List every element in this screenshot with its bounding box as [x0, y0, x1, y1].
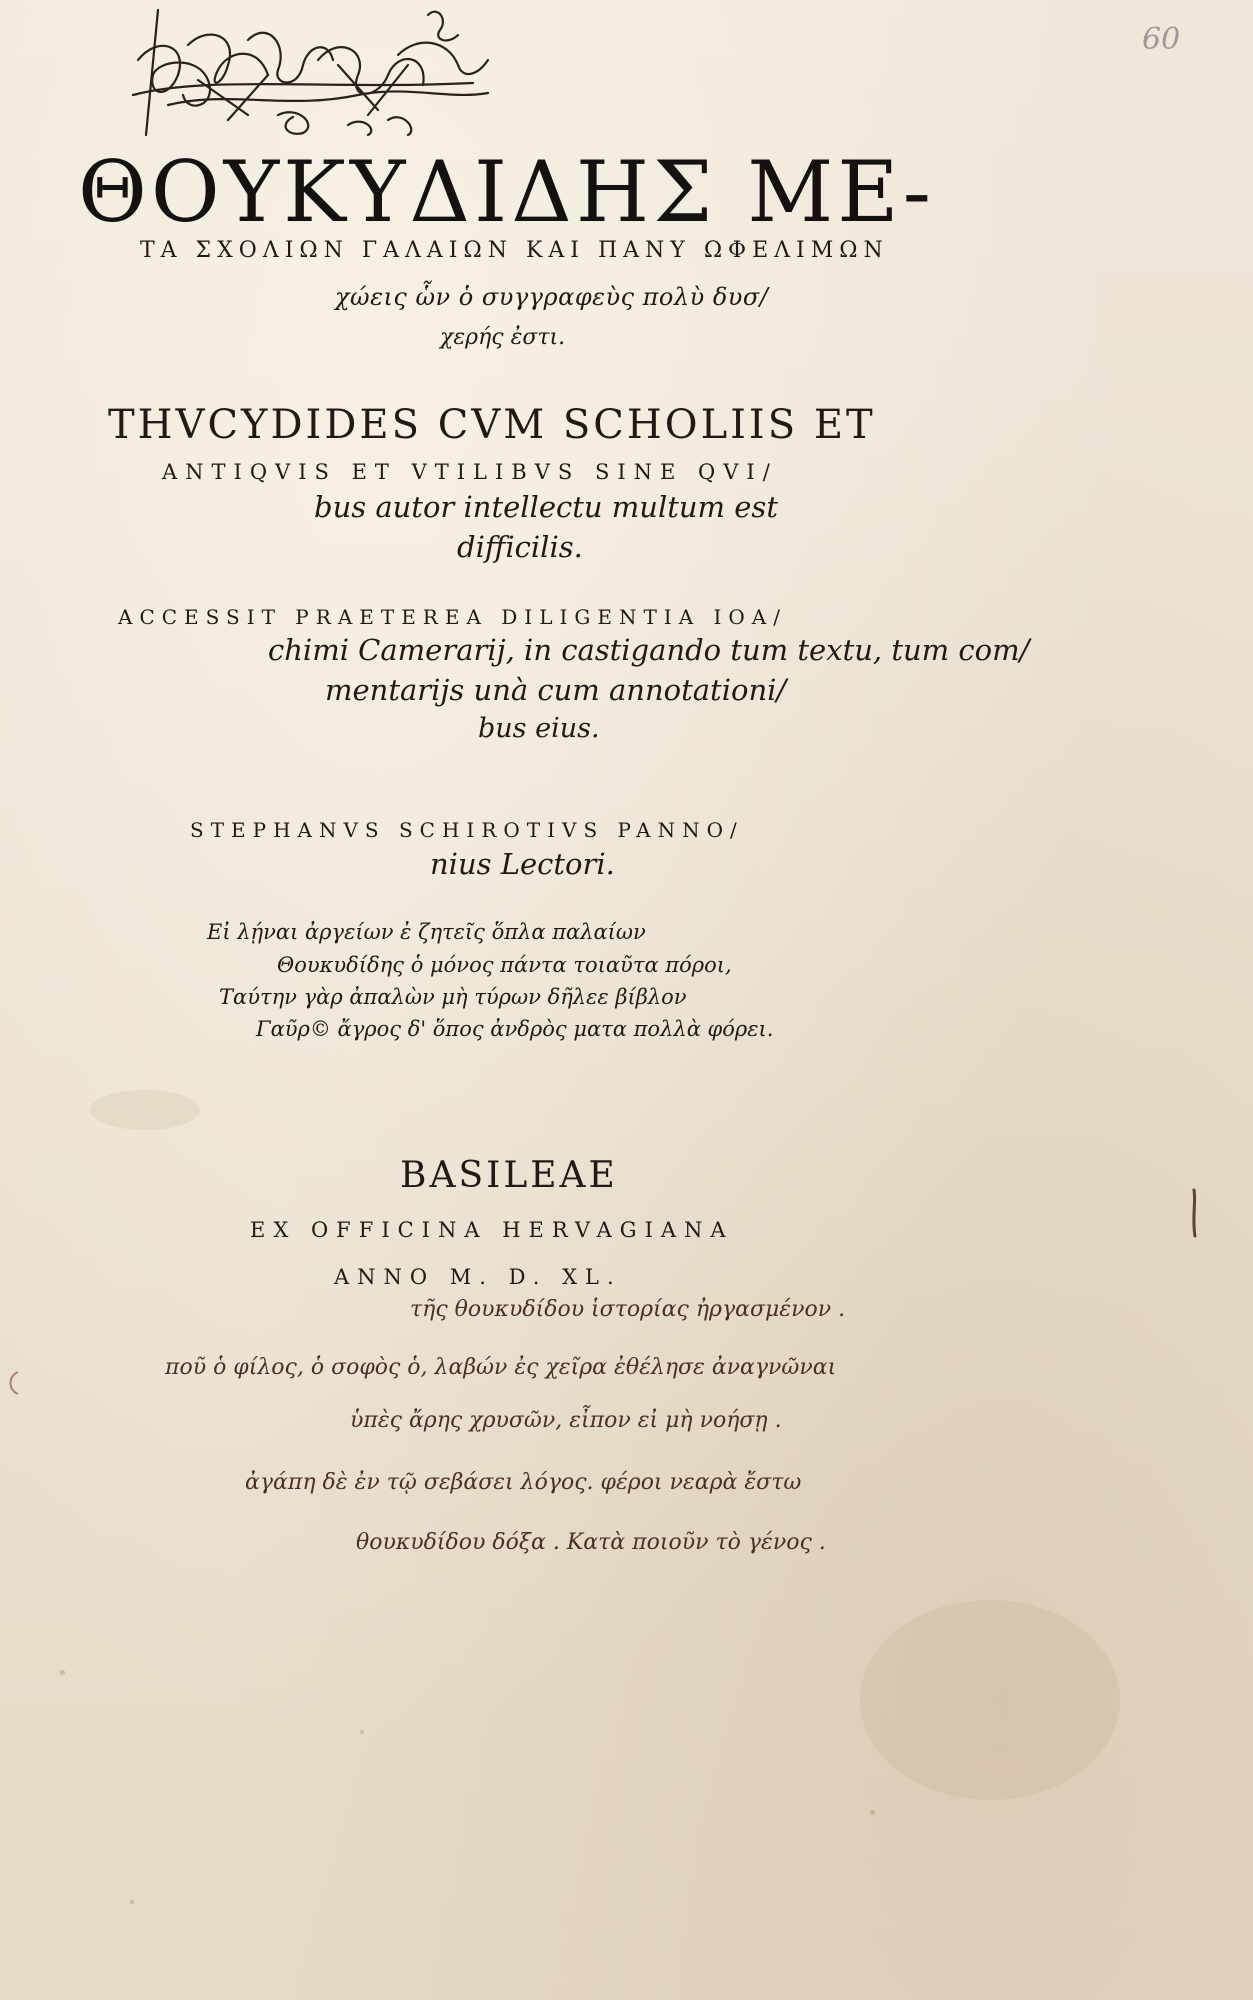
stain [860, 1600, 1120, 1800]
imprint-year: ANNO M. D. XL. [334, 1265, 622, 1289]
accessit-line: ACCESSIT PRAETEREA DILIGENTIA IOA/ [118, 605, 787, 629]
imprint-officina: EX OFFICINA HERVAGIANA [250, 1218, 734, 1242]
greek-subtitle-line: ΤΑ ΣΧΟΛΙΩΝ ΓΑΛΑΙΩΝ ΚΑΙ ΠΑΝΥ ΩΦΕΛΙΜΩΝ [140, 238, 889, 263]
margin-ink-mark [4, 1368, 24, 1398]
manuscript-annotation-line: τῆς θουκυδίδου ἱστορίας ἠργασμένον . [410, 1297, 846, 1322]
greek-verse-line: Ταύτην γὰρ ἀπαλὼν μὴ τύρων δῆλεε βίβλον [219, 985, 687, 1009]
greek-subtitle-line: χώεις ὧν ὁ συγγραφεὺς πολὺ δυσ/ [335, 283, 769, 311]
greek-title: ΘΟΥΚΥΔΙΔΗΣ ΜΕ- [78, 143, 935, 241]
greek-subtitle-line: χερής ἐστι. [440, 325, 566, 350]
manuscript-annotation-line: ὑπὲς ἄρης χρυσῶν, εἶπον εἰ μὴ νοήσῃ . [350, 1408, 782, 1433]
accessit-line: mentarijs unà cum annotationi/ [325, 673, 787, 707]
greek-verse-line: Γαῦρ© ἄγρος δ' ὅπος ἀνδρὸς ματα πολλὰ φόρει. [256, 1017, 774, 1041]
imprint-city: BASILEAE [400, 1155, 618, 1196]
stain [90, 1090, 200, 1130]
stephanus-line: nius Lectori. [430, 847, 615, 881]
manuscript-annotation-line: θουκυδίδου δόξα . Κατὰ ποιοῦν τὸ γένος . [356, 1530, 826, 1555]
margin-ink-mark [1188, 1188, 1200, 1238]
stephanus-line: STEPHANVS SCHIROTIVS PANNO/ [190, 818, 744, 842]
accessit-line: bus eius. [478, 713, 600, 744]
latin-title-line: difficilis. [457, 530, 583, 564]
ink-spot [360, 1730, 364, 1734]
page-number: 60 [1142, 22, 1181, 57]
greek-verse-line: Εἰ λῄναι ἀργείων ἐ ζητεῖς ὅπλα παλαίων [207, 920, 646, 944]
latin-title-line: bus autor intellectu multum est [314, 490, 778, 524]
ink-spot [130, 1900, 134, 1904]
manuscript-annotation-line: ποῦ ὁ φίλος, ὁ σοφὸς ὁ, λαβών ἐς χεῖρα ἐθέλησε ἀναγνῶναι [165, 1355, 837, 1380]
latin-title-line: ANTIQVIS ET VTILIBVS SINE QVI/ [162, 460, 778, 484]
manuscript-annotation-line: ἀγάπη δὲ ἐν τῷ σεβάσει λόγος. φέροι νεαρὰ ἔστω [245, 1470, 802, 1495]
greek-verse-line: Θουκυδίδης ὁ μόνος πάντα τοιαῦτα πόροι, [277, 953, 732, 977]
owner-signature-scribble [128, 5, 508, 140]
accessit-line: chimi Camerarij, in castigando tum textu, tum com/ [268, 633, 1030, 667]
ink-spot [870, 1810, 875, 1815]
ink-spot [60, 1670, 65, 1675]
latin-title: THVCYDIDES CVM SCHOLIIS ET [108, 402, 876, 448]
